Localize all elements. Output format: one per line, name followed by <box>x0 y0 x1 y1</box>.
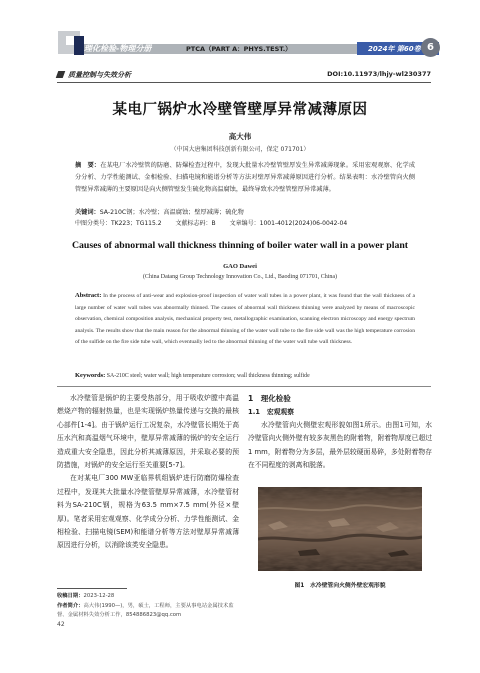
keywords-english <box>75 371 415 381</box>
author-info: 高大伟(1990—)，男，硕士，工程师，主要从事电站金属技术监督、金属材料失效分析工作，854886823@qq.com <box>57 602 234 618</box>
keywords-english-text: SA-210C steel; water wall; high temperature corrosion; wall thickness thinning; sulfide <box>105 373 310 379</box>
header-issue-number: 6 <box>421 38 440 57</box>
keywords-chinese-label: 关键词： <box>75 209 100 216</box>
author-english: GAO Dawei <box>223 263 257 270</box>
author-info-label: 作者简介： <box>57 602 84 609</box>
document-code: 文献标志码：B <box>175 220 216 227</box>
abstract-english-label: Abstract: <box>75 292 102 299</box>
subsection-heading-1-1: 1.1 宏观观察 <box>248 408 295 416</box>
keywords-english-label: Keywords: <box>75 372 106 379</box>
section-heading-1: 1 理化检验 <box>248 394 291 403</box>
abstract-english <box>75 290 415 349</box>
clc-number: 中图分类号：TK223；TG115.2 <box>75 220 162 227</box>
abstract-chinese-label: 摘 要： <box>75 162 101 169</box>
intro-paragraph-1: 水冷壁管是锅炉的主要受热部分，用于吸收炉膛中高温燃烧产物的辐射热量，也是实现锅炉热量传递与交换的最核心部件[1-4]。由于锅炉运行工况复杂，水冷壁管长期处于高压水汽和高温烟气环境中，壁厚异常减薄的锅炉的安全运行造成重大安全隐患，因此分析其减薄原因，并采取必要的预防措施，对锅炉的安全运行至关重要[5-7]。 <box>57 394 239 470</box>
header-journal-en: PTCA（PART A：PHYS.TEST.） <box>186 45 292 53</box>
keywords-chinese <box>75 208 415 218</box>
journal-logo-mark <box>74 36 84 55</box>
abstract-english-text: In the process of anti-wear and explosion-proof inspection of water wall tubes in a power plant, it was found that the wall thickness of a large number of water wall tubes was abnormally thinned. The causes of abnormal wall thickness thinning were analyzed by means of macroscopic observation, chemical composition analysis, mechanical property test, metallographic examination, scanning electron microscopy and energy spectrum analysis. The results show that the main reason for the abnormal thinning of the water wall tube to the fire side wall was the high temperature corrosion of the sulfide on the fire side tube wall, which eventually led to the abnormal thinning of the water wall tube wall thickness. <box>75 293 415 346</box>
author-chinese: 高大伟 <box>228 132 252 141</box>
macro-observation-paragraph: 水冷壁管向火侧壁宏观形貌如图1所示。由图1可知，水冷壁管向火侧外壁有较多灰黑色的附着物，附着物厚度已超过1 mm，附着物分为多层，最外层较硬面易碎，多处附着物存在不同程度的剥离和脱落。 <box>248 421 432 470</box>
affiliation-chinese: （中国大唐集团科技创新有限公司，保定 071701） <box>170 146 310 153</box>
article-number: 文章编号：1001-4012(2024)06-0042-04 <box>229 220 348 227</box>
author-info-line <box>57 602 239 621</box>
top-divider <box>57 82 431 83</box>
footnote-divider <box>57 588 127 589</box>
column-tag-icon <box>56 71 66 78</box>
classification-row <box>75 219 415 229</box>
intro-paragraph-2: 在对某电厂300 MW亚临界机组锅炉进行防磨防爆检查过程中，发现其大批量水冷壁管壁厚异常减薄，水冷壁管材料为SA-210C钢，规格为63.5 mm×7.5 mm(外径×壁厚)。笔者采用宏观观察、化学成分分析、力学性能测试、金相检验、扫描电镜(SEM)和能谱分析等方法对壁厚异常减薄原因进行分析，以消除该类安全隐患。 <box>57 474 239 550</box>
received-date-label: 收稿日期： <box>57 593 84 599</box>
body-left-column <box>57 392 239 553</box>
tube-surface-image <box>258 487 422 571</box>
figure-1-photo <box>258 487 422 571</box>
received-date: 2023-12-28 <box>83 593 115 599</box>
body-divider <box>57 386 431 387</box>
title-english: Causes of abnormal wall thickness thinning of boiler water wall in a power plant <box>71 240 409 251</box>
footnote <box>57 592 239 621</box>
abstract-chinese-text: 在某电厂水冷壁管的防磨、防爆检查过程中，发现大批量水冷壁管壁厚发生异常减薄现象。采用宏观观察、化学成分分析、力学性能测试、金相检验、扫描电镜和能谱分析等方法对壁厚异常减薄原因进行分析。结果表明：水冷壁管向火侧管壁异常减薄的主要原因是向火侧管壁发生硫化物高温腐蚀，最终导致水冷壁管壁厚异常减薄。 <box>75 162 416 193</box>
header-journal-cn: 理化检验-物理分册 <box>84 44 152 53</box>
title-chinese: 某电厂锅炉水冷壁管壁厚异常减薄原因 <box>112 102 368 118</box>
header-year-volume: 2024年 第60卷 <box>368 45 421 53</box>
received-date-line <box>57 592 239 602</box>
keywords-chinese-text: SA-210C钢；水冷壁；高温腐蚀；壁厚减薄；硫化物 <box>99 209 244 216</box>
body-right-column <box>248 392 432 473</box>
figure-1-caption: 图1 水冷壁管向火侧外壁宏观形貌 <box>294 583 386 589</box>
column-tag: 质量控制与失效分析 <box>68 71 131 79</box>
doi[interactable]: DOI:10.11973/lhjy-wl230377 <box>327 70 431 78</box>
affiliation-english: (China Datang Group Technology Innovation Co., Ltd., Baoding 071701, China) <box>142 274 338 280</box>
page-number: 42 <box>57 621 65 628</box>
abstract-chinese <box>75 160 415 196</box>
column-row <box>57 71 431 81</box>
